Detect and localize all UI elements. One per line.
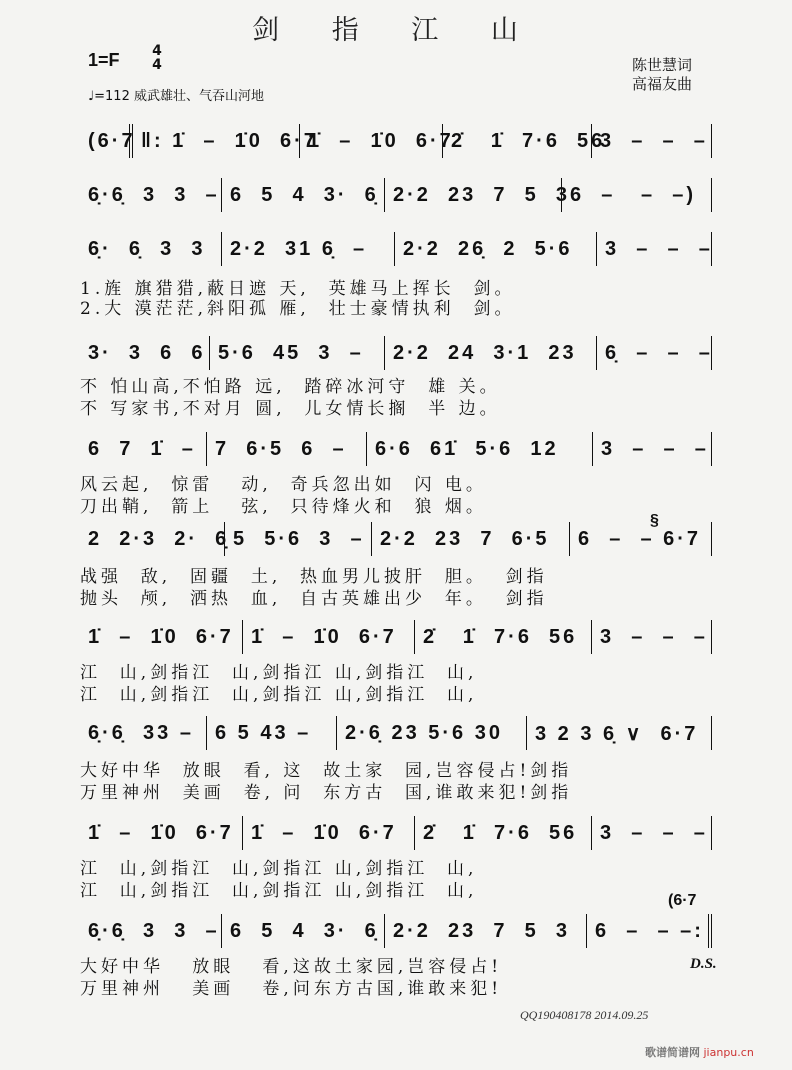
measure: 2̇ 1̇ 7·6 56	[415, 816, 592, 850]
measure: 6 – – –:	[587, 914, 712, 948]
lyric-line: 2.大 漠茫茫,斜阳孤 雁, 壮士豪情执利 剑。	[80, 299, 516, 319]
lyric-line: 万里神州 美画 卷, 问 东方古 国,谁敢来犯!剑指	[80, 783, 573, 803]
measure: 5·6 45 3 –	[210, 336, 385, 370]
watermark-domain: jianpu.cn	[703, 1046, 754, 1059]
measure: 6 5 4 3· 6̣	[222, 178, 385, 212]
lyric-line: 江 山,剑指江 山,剑指江 山,剑指江 山,	[80, 685, 478, 705]
measure: 3 – – –	[593, 432, 712, 466]
transcriber-signature: QQ190408178 2014.09.25	[520, 1008, 649, 1022]
measure: 6·6 61̇ 5·6 12	[367, 432, 593, 466]
measure: 2·2 23 7 6·5	[372, 522, 570, 556]
key-signature: 1=F	[88, 50, 120, 70]
lyric-line: 刀出鞘, 箭上 弦, 只待烽火和 狼 烟。	[80, 497, 487, 517]
credits	[632, 56, 692, 94]
measure: 6 – – 6·7	[570, 522, 712, 556]
measure: 6 5 43 –	[207, 716, 337, 750]
measure: 6̣· 6̣ 3 3	[80, 232, 222, 266]
lyricist: 陈世慧词	[632, 56, 693, 74]
measure: 6 5 4 3· 6̣	[222, 914, 385, 948]
lyric-line: 江 山,剑指江 山,剑指江 山,剑指江 山,	[80, 859, 478, 879]
measure: 6 7 1̇ –	[80, 432, 207, 466]
measure: 6 – – –)	[562, 178, 712, 212]
song-title: 剑 指 江 山	[252, 15, 540, 46]
measure: 2·2 23 7 5 3	[385, 914, 587, 948]
watermark-text: 歌谱简谱网	[645, 1046, 700, 1059]
lyric-line: 大好中华 放眼 看,这故土家园,岂容侵占!	[80, 957, 503, 977]
measure: 6̣·6̣ 33 –	[80, 716, 207, 750]
watermark	[645, 1044, 754, 1060]
time-signature	[150, 44, 164, 72]
measure: 2·2 31 6̣ –	[222, 232, 395, 266]
composer: 高福友曲	[632, 75, 693, 93]
measure: 3 – – –	[597, 232, 712, 266]
measure: 3· 3 6 6	[80, 336, 210, 370]
measure: 2·2 26̣ 2 5·6	[395, 232, 597, 266]
measure: 2̇ 1̇ 7·6 56	[415, 620, 592, 654]
measure: 5 5·6 3 –	[225, 522, 372, 556]
measure: 3 – – –	[592, 124, 712, 158]
measure: 3 2 3 6̣ ∨ 6·7	[527, 716, 712, 750]
measure: 1̇ – 1̇0 6·7	[80, 816, 243, 850]
meter-bottom: 4	[152, 57, 162, 73]
measure: 1̇ – 1̇0 6·7	[243, 620, 415, 654]
measure: 6̣ – – –	[597, 336, 712, 370]
repeat-pickup: (6·7	[668, 892, 697, 909]
lyric-line: 不 写家书,不对月 圆, 儿女情长搁 半 边。	[80, 399, 501, 419]
measure: (6·7	[80, 124, 133, 158]
lyric-line: 不 怕山高,不怕路 远, 踏碎冰河守 雄 关。	[80, 377, 501, 397]
lyric-line: 大好中华 放眼 看, 这 故土家 园,岂容侵占!剑指	[80, 761, 573, 781]
measure: 2·6̣ 23 5·6 30	[337, 716, 527, 750]
lyric-line: 战强 敌, 固疆 土, 热血男儿披肝 胆。 剑指	[80, 567, 548, 587]
measure: 1̇ – 1̇0 6·7	[243, 816, 415, 850]
measure: 2·2 24 3·1 23	[385, 336, 597, 370]
measure: 7 6·5 6 –	[207, 432, 367, 466]
lyric-line: 江 山,剑指江 山,剑指江 山,剑指江 山,	[80, 663, 478, 683]
measure: 2 2·3 2· 6̣	[80, 522, 225, 556]
measure: 1̇ – 1̇0 6·7	[80, 620, 243, 654]
lyric-line: 抛头 颅, 洒热 血, 自古英雄出少 年。 剑指	[80, 589, 548, 609]
lyric-line: 江 山,剑指江 山,剑指江 山,剑指江 山,	[80, 881, 478, 901]
segno-mark: §	[650, 512, 659, 529]
da-segno-mark: D.S.	[690, 956, 717, 972]
lyric-line: 1.旌 旗猎猎,蔽日遮 天, 英雄马上挥长 剑。	[80, 279, 516, 299]
measure: 1̇ – 1̇0 6·7	[300, 124, 443, 158]
measure: 6̣·6̣ 3 3 –	[80, 914, 222, 948]
tempo-marking: ♩=112 威武雄壮、气吞山河地	[88, 89, 264, 104]
meter-top: 4	[152, 43, 162, 59]
measure: 6̣·6̣ 3 3 –	[80, 178, 222, 212]
lyric-line: 风云起, 惊雷 动, 奇兵忽出如 闪 电。	[80, 475, 487, 495]
measure: ‖: 1̇ – 1̇0 6·7	[133, 124, 300, 158]
measure: 3 – – –	[592, 816, 712, 850]
measure: 2·2 23 7 5 3	[385, 178, 562, 212]
measure: 3 – – –	[592, 620, 712, 654]
lyric-line: 万里神州 美画 卷,问东方古国,谁敢来犯!	[80, 979, 503, 999]
measure: 2̇ 1̇ 7·6 56	[443, 124, 592, 158]
